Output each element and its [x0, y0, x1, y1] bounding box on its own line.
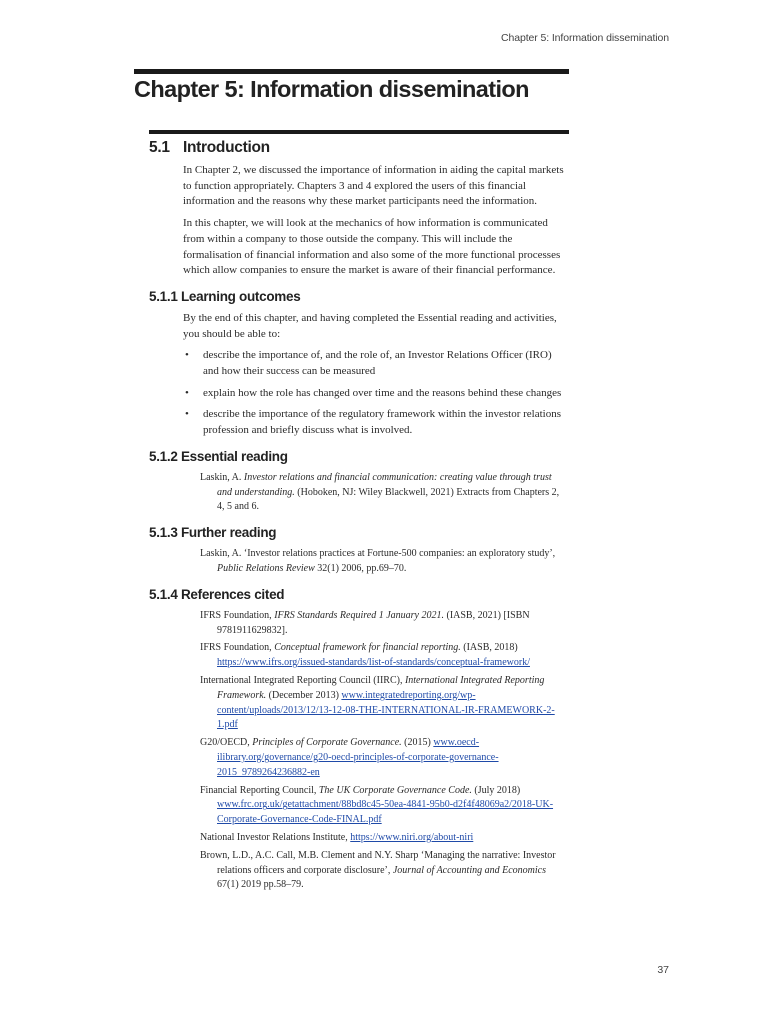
- further-reading-entry: [200, 547, 569, 577]
- essential-reading-entry: [200, 471, 569, 515]
- list-item: [183, 348, 569, 379]
- list-item-text: explain how the role has changed over time and the reasons behind these changes: [203, 386, 562, 399]
- ref-details: (IASB, 2021) [ISBN 9781911629832].: [217, 609, 530, 636]
- further-reading-heading: 5.1.3 Further reading: [149, 525, 277, 541]
- ref-details: (Hoboken, NJ: Wiley Blackwell, 2021) Extracts from Chapters 2, 4, 5 and 6.: [217, 486, 560, 513]
- reference-entry: [200, 784, 569, 828]
- ref-author: Financial Reporting Council,: [200, 784, 319, 796]
- list-item-text: describe the importance of, and the role of, an Investor Relations Officer (IRO) and how their success can be measured: [203, 349, 552, 378]
- reference-link[interactable]: www.oecd-ilibrary.org/governance/g20-oecd-principles-of-corporate-governance-2015_9789264236882-en: [217, 737, 499, 778]
- learning-outcomes-intro: By the end of this chapter, and having completed the Essential reading and activities, you should be able to:: [183, 311, 557, 340]
- section-heading: [149, 135, 569, 161]
- intro-paragraph-1: In Chapter 2, we discussed the importance of information in aiding the capital markets to function appropriately. Chapters 3 and 4 explored the users of this financial information and the reasons why these market participants need the information.: [183, 164, 564, 208]
- reference-entry: [200, 849, 569, 893]
- bullet-icon: •: [185, 349, 189, 362]
- list-item: [183, 386, 569, 402]
- running-header: Chapter 5: Information dissemination: [501, 32, 669, 44]
- section-title: Introduction: [183, 139, 270, 156]
- ref-author: International Integrated Reporting Council (IIRC),: [200, 675, 405, 687]
- ref-journal: Public Relations Review: [217, 563, 315, 575]
- ref-details: (December 2013): [266, 689, 342, 701]
- reference-entry: [200, 674, 569, 733]
- chapter-title: Chapter 5: Information dissemination: [134, 76, 529, 102]
- reference-link[interactable]: https://www.ifrs.org/issued-standards/list-of-standards/conceptual-framework/: [217, 657, 530, 669]
- ref-details: (IASB, 2018): [460, 642, 518, 654]
- ref-author: National Investor Relations Institute,: [200, 831, 351, 843]
- ref-author: Brown, L.D., A.C. Call, M.B. Clement and N.Y. Sharp ‘Managing the narrative: Investor relations officers and corporate disclosure’,: [200, 849, 556, 876]
- ref-author: IFRS Foundation,: [200, 609, 275, 621]
- ref-title: Conceptual framework for financial reporting.: [274, 642, 461, 654]
- references-heading: 5.1.4 References cited: [149, 586, 285, 602]
- ref-title: The UK Corporate Governance Code.: [318, 784, 472, 796]
- ref-details: (2015): [401, 737, 434, 749]
- ref-title: Investor relations and financial communication: creating value through trust and understanding.: [217, 471, 552, 498]
- essential-reading-list: [200, 471, 569, 515]
- ref-title: Principles of Corporate Governance.: [252, 737, 402, 749]
- reference-link[interactable]: https://www.niri.org/about-niri: [350, 831, 474, 843]
- page-content: [149, 135, 569, 896]
- ref-details: 32(1) 2006, pp.69–70.: [314, 563, 407, 575]
- essential-reading-heading: 5.1.2 Essential reading: [149, 448, 288, 464]
- ref-author: G20/OECD,: [200, 737, 253, 749]
- ref-author: IFRS Foundation,: [200, 642, 275, 654]
- further-reading-list: [200, 547, 569, 577]
- references-list: [200, 609, 569, 893]
- learning-outcomes-list: [183, 348, 569, 439]
- reference-link[interactable]: www.integratedreporting.org/wp-content/uploads/2013/12/13-12-08-THE-INTERNATIONAL-IR-FRAMEWORK-2-1.pdf: [217, 689, 555, 731]
- bullet-icon: •: [185, 386, 189, 399]
- list-item: [183, 407, 569, 438]
- reference-entry: [200, 609, 569, 639]
- ref-title: International Integrated Reporting Framework.: [217, 675, 545, 701]
- bullet-icon: •: [185, 408, 189, 421]
- reference-link[interactable]: www.frc.org.uk/getattachment/88bd8c45-50ea-4841-95b0-d2f4f48069a2/2018-UK-Corporate-Governance-Code-FINAL.pdf: [217, 799, 554, 826]
- ref-title: IFRS Standards Required 1 January 2021.: [274, 609, 444, 621]
- learning-outcomes-heading: 5.1.1 Learning outcomes: [149, 288, 301, 304]
- page-number: 37: [657, 964, 669, 976]
- reference-entry: [200, 641, 569, 671]
- ref-journal: Journal of Accounting and Economics: [392, 864, 546, 876]
- ref-author: Laskin, A.: [200, 471, 244, 483]
- intro-paragraph-2: In this chapter, we will look at the mechanics of how information is communicated from within a company to those outside the company. This will include the formalisation of financial information and also some of the more functional processes which allow companies to ensure the market is aware of their financial performance.: [183, 217, 561, 277]
- ref-details: (July 2018): [471, 784, 521, 796]
- ref-author: Laskin, A. ‘Investor relations practices at Fortune-500 companies: an exploratory study’,: [200, 548, 556, 560]
- section-top-rule: [149, 130, 569, 134]
- ref-details: 67(1) 2019 pp.58–79.: [217, 879, 304, 891]
- reference-entry: [200, 736, 569, 780]
- list-item-text: describe the importance of the regulatory framework within the investor relations profession and briefly discuss what is involved.: [203, 408, 561, 437]
- section-number: 5.1: [149, 139, 170, 156]
- reference-entry: [200, 831, 569, 846]
